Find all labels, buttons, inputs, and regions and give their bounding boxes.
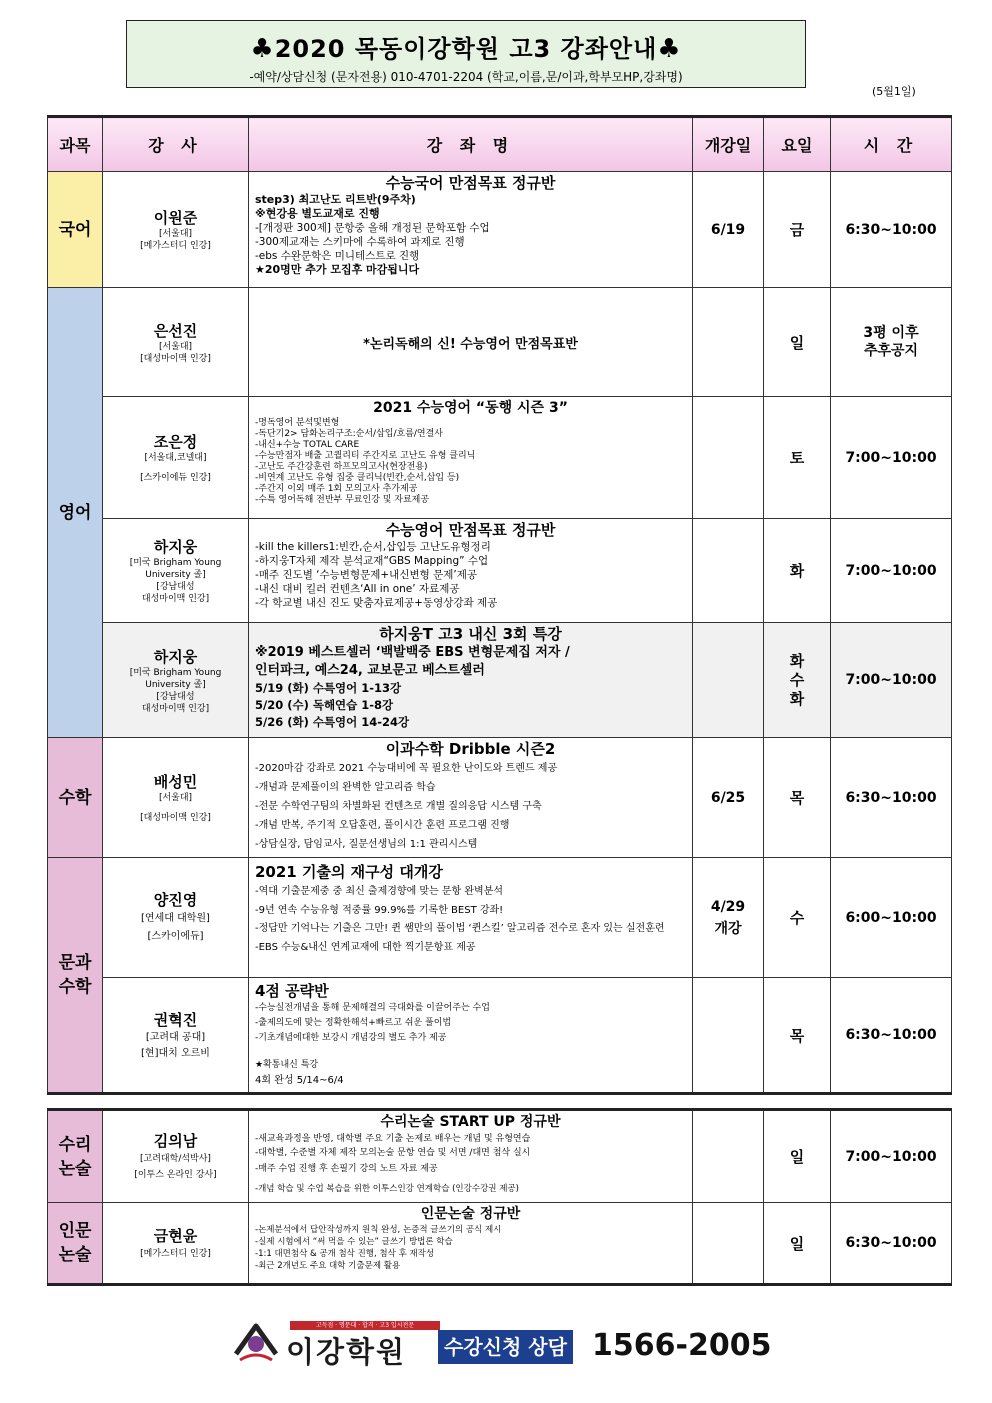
course-line: -비연계 고난도 유형 집중 클리닉(빈칸,순서,삽입 등) — [255, 473, 460, 483]
start-date: 6/19 — [693, 172, 764, 288]
class-time: 7:00~10:00 — [831, 1110, 952, 1203]
teacher-info: [강남대성 — [156, 582, 195, 592]
teacher-info: [스카이에듀 인강] — [140, 473, 211, 483]
teacher-info: [메가스터디 인강] — [140, 1248, 211, 1259]
teacher-cell — [103, 397, 249, 519]
course-title: 하지웅T 고3 내신 3회 특강 — [379, 625, 562, 643]
teacher-cell — [103, 519, 249, 623]
course-line: -개념과 문제풀이의 완벽한 알고리즘 학습 — [255, 782, 436, 793]
session-line: 5/26 (화) 수특영어 14-24강 — [255, 715, 410, 729]
teacher-info: [메가스터디 인강] — [140, 241, 211, 251]
course-line: -명독영어 분석및변형 — [255, 418, 340, 428]
schedule-table — [47, 115, 952, 1095]
essay-table — [47, 1108, 952, 1286]
course-line: -내신+수능 TOTAL CARE — [255, 440, 360, 450]
teacher-name: 배성민 — [153, 773, 198, 791]
subject-math: 수학 — [48, 738, 103, 858]
table-row — [48, 978, 952, 1094]
table-row — [48, 858, 952, 978]
table-row — [48, 1110, 952, 1203]
course-line: -9년 연속 수능유형 적중률 99.9%를 기록한 BEST 강좌! — [255, 905, 504, 916]
subject-suri-essay: 수리 논술 — [48, 1110, 103, 1203]
start-date: 4/29 개강 — [693, 858, 764, 978]
teacher-name: 은선진 — [153, 321, 198, 340]
weekday: 목 — [764, 978, 831, 1094]
class-time: 7:00~10:00 — [831, 519, 952, 623]
teacher-info: [서울대] — [158, 229, 193, 239]
course-line: ★확통내신 특강 — [255, 1060, 319, 1070]
teacher-info: [미국 Brigham Young — [129, 558, 222, 568]
teacher-info: [연세대 대학원] — [141, 913, 210, 924]
course-line: -주간지 이외 매주 1회 모의고사 추가제공 — [255, 484, 418, 494]
start-date — [693, 978, 764, 1094]
teacher-info: University 졸] — [145, 570, 206, 580]
teacher-info: [서울대] — [158, 793, 193, 803]
course-line: -ebs 수완문학은 미니테스트로 진행 — [255, 250, 420, 262]
start-date — [693, 397, 764, 519]
teacher-name: 조은정 — [153, 433, 198, 451]
session-line: 5/20 (수) 독해연습 1-8강 — [255, 698, 394, 712]
teacher-info: [고려대 공대] — [145, 1031, 206, 1043]
course-line: ※현강용 별도교재로 진행 — [255, 207, 380, 220]
course-line: -각 학교별 내신 진도 맞춤자료제공+동영상강좌 제공 — [255, 597, 498, 609]
start-date — [693, 519, 764, 623]
course-cell: *논리독해의 신! 수능영어 만점목표반 — [249, 288, 693, 397]
course-line: -매주 진도별 ‘수능변형문제+내신변형 문제’제공 — [255, 569, 477, 581]
weekday: 일 — [764, 1203, 831, 1285]
course-line: -새교육과정을 반영, 대학별 주요 기출 논제로 배우는 개념 및 유형연습 — [255, 1134, 531, 1144]
course-line: 인터파크, 예스24, 교보문고 베스트셀러 — [255, 663, 485, 678]
teacher-cell — [103, 1110, 249, 1203]
course-cell — [249, 738, 693, 858]
weekday: 화 — [764, 519, 831, 623]
contact-subtitle: -예약/상담신청 (문자전용) 010-4701-2204 (학교,이름,문/이과,학부모HP,강좌명) — [249, 70, 683, 84]
date-note: (5월1일) — [872, 85, 916, 98]
course-line: -실제 시험에서 “써 먹을 수 있는” 글쓰기 방법론 학습 — [255, 1237, 453, 1247]
teacher-info: University 졸] — [145, 679, 206, 690]
col-course: 강 좌 명 — [249, 117, 693, 172]
subject-english: 영어 — [48, 288, 103, 738]
course-cell — [249, 397, 693, 519]
start-date: 6/25 — [693, 738, 764, 858]
title-text: 2020 목동이강학원 고3 강좌안내 — [274, 35, 658, 63]
class-time: 6:30~10:00 — [831, 978, 952, 1094]
teacher-info: [서울대] — [158, 341, 193, 352]
teacher-cell — [103, 288, 249, 397]
teacher-info: [강남대성 — [156, 691, 195, 702]
course-cell — [249, 172, 693, 288]
course-line: -개념 학습 및 수업 복습을 위한 이투스인강 연계학습 (인강수강권 제공) — [255, 1184, 519, 1194]
course-title: 수능영어 만점목표 정규반 — [385, 521, 556, 539]
phone-number: 1566-2005 — [592, 1328, 772, 1363]
start-date — [693, 623, 764, 738]
course-line: 4회 완성 5/14~6/4 — [255, 1075, 344, 1086]
start-date — [693, 288, 764, 397]
teacher-name: 이원준 — [153, 209, 198, 227]
teacher-cell — [103, 172, 249, 288]
course-title: 4점 공략반 — [255, 982, 329, 1000]
table-row — [48, 397, 952, 519]
table-row — [48, 738, 952, 858]
weekday: 목 — [764, 738, 831, 858]
course-title: 2021 기출의 재구성 대개강 — [255, 863, 443, 881]
class-time: 7:00~10:00 — [831, 623, 952, 738]
course-cell — [249, 858, 693, 978]
teacher-info: [대성마이맥 인강] — [140, 353, 211, 364]
course-line: -수능실전개념을 통해 문제해결의 극대화를 이끌어주는 수업 — [255, 1003, 490, 1013]
weekday: 화 수 화 — [764, 623, 831, 738]
teacher-name: 하지웅 — [153, 647, 198, 666]
course-line: -출제의도에 맞는 정확한해석+빠르고 쉬운 풀이법 — [255, 1018, 452, 1028]
teacher-cell — [103, 978, 249, 1094]
teacher-name: 하지웅 — [153, 538, 198, 556]
course-line: -상담실장, 담임교사, 질문선생님의 1:1 관리시스템 — [255, 839, 478, 850]
teacher-info: [미국 Brigham Young — [129, 667, 222, 678]
table-row — [48, 172, 952, 288]
course-cell — [249, 978, 693, 1094]
course-line: -독단기2> 담화논리구조:순서/삽입/흐름/연결사 — [255, 429, 443, 439]
subject-korean: 국어 — [48, 172, 103, 288]
course-line: -[개정판 300제] 문항중 올해 개정된 문학포함 수업 — [255, 222, 490, 234]
course-line: -수특 영어독해 전반부 무료인강 및 자료제공 — [255, 495, 430, 505]
club-icon: ♣ — [250, 34, 275, 64]
teacher-cell — [103, 623, 249, 738]
subject-inmun-essay: 인문 논술 — [48, 1203, 103, 1285]
teacher-info: [대성마이맥 인강] — [140, 813, 211, 823]
start-date — [693, 1203, 764, 1285]
course-line: -1:1 대면첨삭 & 공개 첨삭 진행, 첨삭 후 재작성 — [255, 1249, 435, 1259]
table-row — [48, 1203, 952, 1285]
course-line: -역대 기출문제중 중 최신 출제경향에 맞는 문항 완벽분석 — [255, 886, 504, 897]
col-start: 개강일 — [693, 117, 764, 172]
course-line: -대학별, 수준별 자체 제작 모의논술 문항 연습 및 서면 /대면 첨삭 실시 — [255, 1148, 531, 1158]
academy-logo-icon — [232, 1320, 280, 1366]
brand-tagline: 고득점 · 명문대 · 합격 · 고3 입시전문 — [290, 1321, 440, 1330]
course-line: -EBS 수능&내신 연계교재에 대한 찍기문항표 제공 — [255, 942, 476, 953]
course-line: ※2019 베스트셀러 ‘백발백중 EBS 변형문제집 저자 / — [255, 645, 570, 660]
class-time: 3평 이후 추후공지 — [831, 288, 952, 397]
class-time: 6:00~10:00 — [831, 858, 952, 978]
course-line: -정답만 기억나는 기출은 그만! 퀸 쌤만의 풀이법 ‘퀸스킬’ 알고리즘 전수로 혼자 있는 실전훈련 — [255, 923, 665, 934]
course-line: step3) 최고난도 리트반(9주차) — [255, 193, 416, 206]
teacher-info: [스카이에듀] — [147, 931, 204, 942]
course-title: 수리논술 START UP 정규반 — [380, 1114, 561, 1130]
course-cell — [249, 623, 693, 738]
teacher-cell — [103, 738, 249, 858]
teacher-info: [현]대치 오르비 — [141, 1047, 210, 1059]
class-time: 6:30~10:00 — [831, 172, 952, 288]
weekday: 수 — [764, 858, 831, 978]
teacher-info: 대성마이맥 인강] — [141, 703, 210, 714]
course-line: -기초개념에대한 보강시 개념강의 별도 추가 제공 — [255, 1033, 447, 1043]
table-header — [48, 117, 952, 172]
weekday: 일 — [764, 1110, 831, 1203]
table-row — [48, 288, 952, 397]
page-title — [127, 29, 805, 64]
course-line: -수능만점자 배출 고퀄리티 주간지로 고난도 유형 클리닉 — [255, 451, 476, 461]
course-line: -kill the killers1:빈칸,순서,삽입등 고난도유형정리 — [255, 541, 491, 553]
course-title: 이과수학 Dribble 시즌2 — [385, 740, 556, 758]
class-time: 6:30~10:00 — [831, 1203, 952, 1285]
course-cell — [249, 1110, 693, 1203]
title-box — [126, 20, 806, 88]
course-line: -논제분석에서 답안작성까지 원칙 완성, 논증적 글쓰기의 공식 제시 — [255, 1225, 502, 1235]
teacher-name: 금현윤 — [153, 1226, 198, 1245]
course-line: -내신 대비 킬러 컨텐츠‘All in one’ 자료제공 — [255, 583, 460, 595]
course-line: -300제교재는 스키마에 수록하여 과제로 진행 — [255, 236, 465, 248]
course-line: -매주 수업 진행 후 손필기 강의 노트 자료 제공 — [255, 1164, 438, 1174]
class-time: 6:30~10:00 — [831, 738, 952, 858]
course-line: -전문 수학연구팀의 차별화된 컨텐츠로 개별 질의응답 시스템 구축 — [255, 801, 542, 812]
weekday: 금 — [764, 172, 831, 288]
course-cell — [249, 519, 693, 623]
teacher-cell — [103, 858, 249, 978]
teacher-name: 양진영 — [153, 891, 198, 909]
teacher-info: [서울대,코넬대] — [144, 453, 207, 463]
course-line: -개념 반복, 주기적 오답훈련, 풀이시간 훈련 프로그램 진행 — [255, 820, 510, 831]
footer-banner — [232, 1320, 772, 1369]
teacher-info: [고려대학/석박사] — [140, 1154, 211, 1164]
teacher-name: 김의남 — [153, 1132, 198, 1150]
course-title: 2021 수능영어 “동행 시즌 3” — [373, 400, 568, 416]
weekday: 토 — [764, 397, 831, 519]
class-time: 7:00~10:00 — [831, 397, 952, 519]
course-line: -고난도 주간강훈련 하프모의고사(현장전용) — [255, 462, 428, 472]
table-row — [48, 623, 952, 738]
course-line: -최근 2개년도 주요 대학 기출문제 활용 — [255, 1261, 401, 1271]
session-line: 5/19 (화) 수특영어 1-13강 — [255, 681, 402, 695]
teacher-info: 대성마이맥 인강] — [141, 594, 210, 604]
col-day: 요일 — [764, 117, 831, 172]
teacher-name: 권혁진 — [153, 1010, 198, 1029]
enroll-consult-label: 수강신청 상담 — [438, 1330, 573, 1364]
subject-liberal-math: 문과 수학 — [48, 858, 103, 1094]
col-teacher: 강 사 — [103, 117, 249, 172]
table-row — [48, 519, 952, 623]
course-title: 인문논술 정규반 — [420, 1206, 521, 1222]
teacher-info: [이투스 온라인 강사] — [134, 1170, 217, 1180]
teacher-cell — [103, 1203, 249, 1285]
brand-name: 이강학원 — [286, 1335, 407, 1369]
col-time: 시 간 — [831, 117, 952, 172]
course-line: ★20명만 추가 모집후 마감됩니다 — [255, 263, 420, 276]
course-title: 수능국어 만점목표 정규반 — [385, 174, 556, 192]
course-line: -하지웅T자체 제작 분석교재“GBS Mapping” 수업 — [255, 555, 489, 567]
start-date — [693, 1110, 764, 1203]
club-icon: ♣ — [657, 34, 682, 64]
col-subject: 과목 — [48, 117, 103, 172]
course-cell — [249, 1203, 693, 1285]
course-line: -2020마감 강좌로 2021 수능대비에 꼭 필요한 난이도와 트렌드 제공 — [255, 763, 558, 774]
weekday: 일 — [764, 288, 831, 397]
